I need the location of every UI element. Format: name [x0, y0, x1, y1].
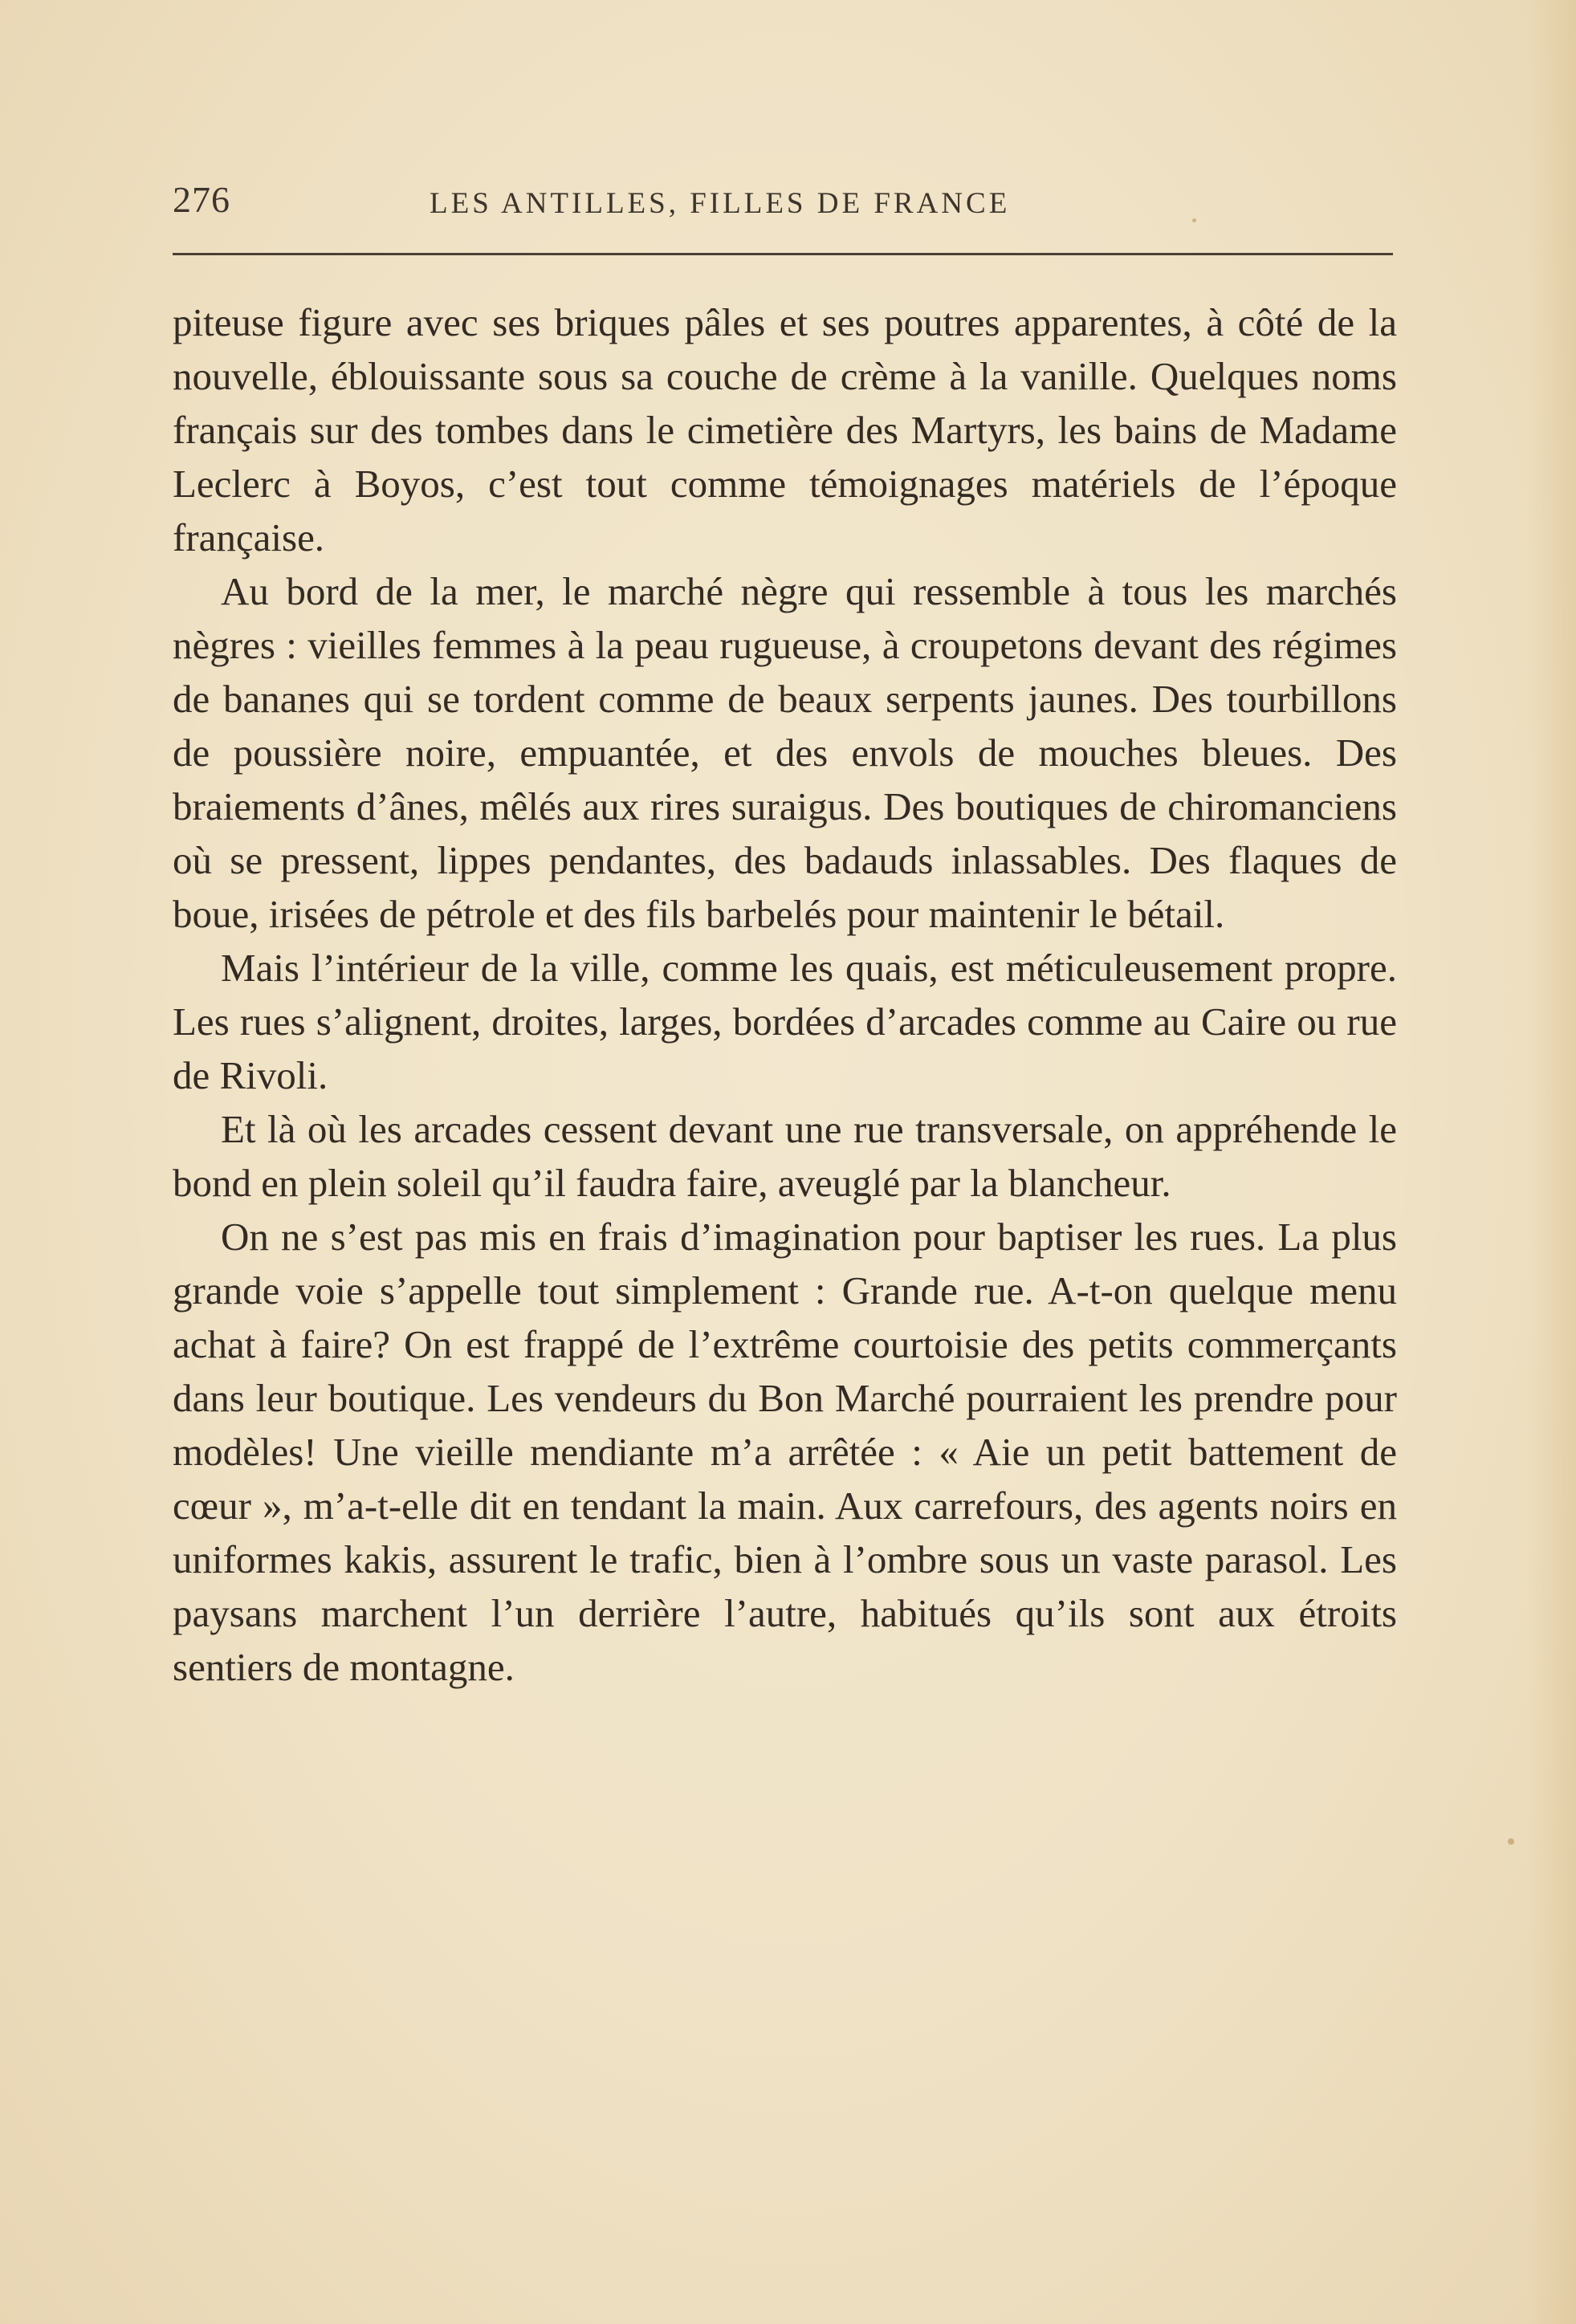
paragraph: Et là où les arcades cessent devant une rue transversale, on appréhende le bond en plein soleil qu’il faudra faire, aveuglé par la blancheur.	[173, 1107, 1397, 1205]
paragraph: piteuse figure avec ses briques pâles et ses poutres apparentes, à côté de la nouvelle, éblouissante sous sa couche de crème à la vanille. Quelques noms français sur des tombes dans le cimetière des Martyrs, les bains de Madame Leclerc à Boyos, c’est tout comme témoignages matériels de l’époque française.	[173, 300, 1397, 560]
page-number: 276	[173, 179, 230, 220]
paragraph: Mais l’intérieur de la ville, comme les quais, est méticuleusement propre. Les rues s’alignent, droites, larges, bordées d’arcades comme au Caire ou rue de Rivoli.	[173, 946, 1397, 1097]
running-title: LES ANTILLES, FILLES DE FRANCE	[430, 187, 1011, 220]
paragraph: Au bord de la mer, le marché nègre qui ressemble à tous les marchés nègres : vieilles femmes à la peau rugueuse, à croupetons devant des régimes de bananes qui se tordent comme de beaux serpents jaunes. Des tourbillons de poussière noire, empuantée, et des envols de mouches bleues. Des braiements d’ânes, mêlés aux rires suraigus. Des boutiques de chiromanciens où se pressent, lippes pendantes, des badauds inlassables. Des flaques de boue, irisées de pétrole et des fils barbelés pour maintenir le bétail.	[173, 569, 1397, 936]
page-edge-shading	[1528, 0, 1576, 2324]
body-text	[173, 295, 1397, 1694]
paragraph: On ne s’est pas mis en frais d’imagination pour baptiser les rues. La plus grande voie s’appelle tout simplement : Grande rue. A-t-on quelque menu achat à faire? On est frappé de l’extrême courtoisie des petits commerçants dans leur boutique. Les vendeurs du Bon Marché pourraient les prendre pour modèles! Une vieille mendiante m’a arrêtée : « Aie un petit battement de cœur », m’a-t-elle dit en tendant la main. Aux carrefours, des agents noirs en uniformes kakis, assurent le trafic, bien à l’ombre sous un vaste parasol. Les paysans marchent l’un derrière l’autre, habitués qu’ils sont aux étroits sentiers de montagne.	[173, 1215, 1397, 1689]
header-rule	[173, 253, 1393, 255]
paper-spot	[1192, 218, 1196, 222]
paper-spot	[1508, 1838, 1514, 1845]
page-header	[173, 178, 1393, 234]
